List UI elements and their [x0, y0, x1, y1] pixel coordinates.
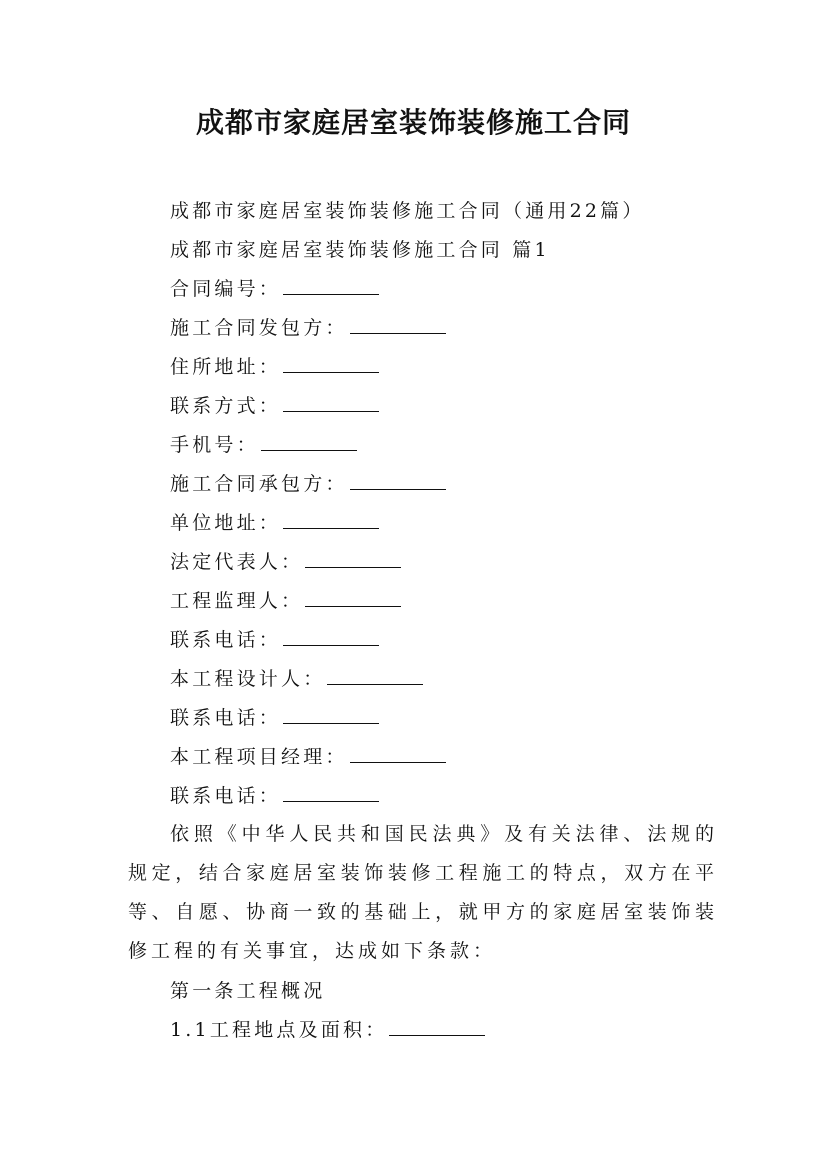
blank-underline	[283, 276, 379, 295]
field-contractor	[170, 471, 446, 497]
field-label: 手机号：	[170, 434, 259, 456]
blank-underline	[261, 432, 357, 451]
blank-underline	[350, 744, 446, 763]
field-label: 单位地址：	[170, 512, 282, 534]
field-label: 住所地址：	[170, 356, 282, 378]
field-mobile	[170, 432, 357, 458]
field-label: 联系电话：	[170, 785, 282, 807]
field-contact	[170, 393, 379, 419]
field-label: 联系电话：	[170, 707, 282, 729]
article-heading: 第一条工程概况	[170, 980, 326, 1002]
blank-underline	[305, 549, 401, 568]
field-employer	[170, 315, 446, 341]
field-supervisor	[170, 588, 401, 614]
intro-paragraph-text: 依照《中华人民共和国民法典》及有关法律、法规的规定，结合家庭居室装饰装修工程施工的特点，双方在平等、自愿、协商一致的基础上，就甲方的家庭居室装饰装修工程的有关事宜，达成如下条款：	[128, 823, 718, 962]
field-phone-1	[170, 627, 379, 653]
field-project-manager	[170, 744, 446, 770]
blank-underline	[283, 627, 379, 646]
clause-1-1	[170, 1017, 485, 1043]
field-designer	[170, 666, 423, 692]
blank-underline	[283, 510, 379, 529]
document-title: 成都市家庭居室装饰装修施工合同	[195, 106, 631, 139]
intro-paragraph	[128, 815, 718, 971]
field-label: 合同编号：	[170, 278, 282, 300]
blank-underline	[283, 354, 379, 373]
field-phone-2	[170, 705, 379, 731]
field-contract-number	[170, 276, 379, 302]
field-legal-representative	[170, 549, 401, 575]
blank-underline	[350, 315, 446, 334]
field-label: 联系方式：	[170, 395, 282, 417]
clause-label: 1.1工程地点及面积：	[170, 1019, 388, 1041]
field-label: 本工程项目经理：	[170, 746, 348, 768]
field-label: 联系电话：	[170, 629, 282, 651]
field-address	[170, 354, 379, 380]
blank-underline	[389, 1017, 485, 1036]
field-label: 施工合同承包方：	[170, 473, 348, 495]
blank-underline	[327, 666, 423, 685]
field-label: 工程监理人：	[170, 590, 304, 612]
document-subtitle: 成都市家庭居室装饰装修施工合同（通用22篇）	[170, 200, 645, 222]
part-heading: 成都市家庭居室装饰装修施工合同 篇1	[170, 239, 550, 261]
field-phone-3	[170, 783, 379, 809]
field-label: 法定代表人：	[170, 551, 304, 573]
field-label: 施工合同发包方：	[170, 317, 348, 339]
field-label: 本工程设计人：	[170, 668, 326, 690]
blank-underline	[283, 393, 379, 412]
blank-underline	[305, 588, 401, 607]
blank-underline	[350, 471, 446, 490]
blank-underline	[283, 783, 379, 802]
field-company-address	[170, 510, 379, 536]
blank-underline	[283, 705, 379, 724]
